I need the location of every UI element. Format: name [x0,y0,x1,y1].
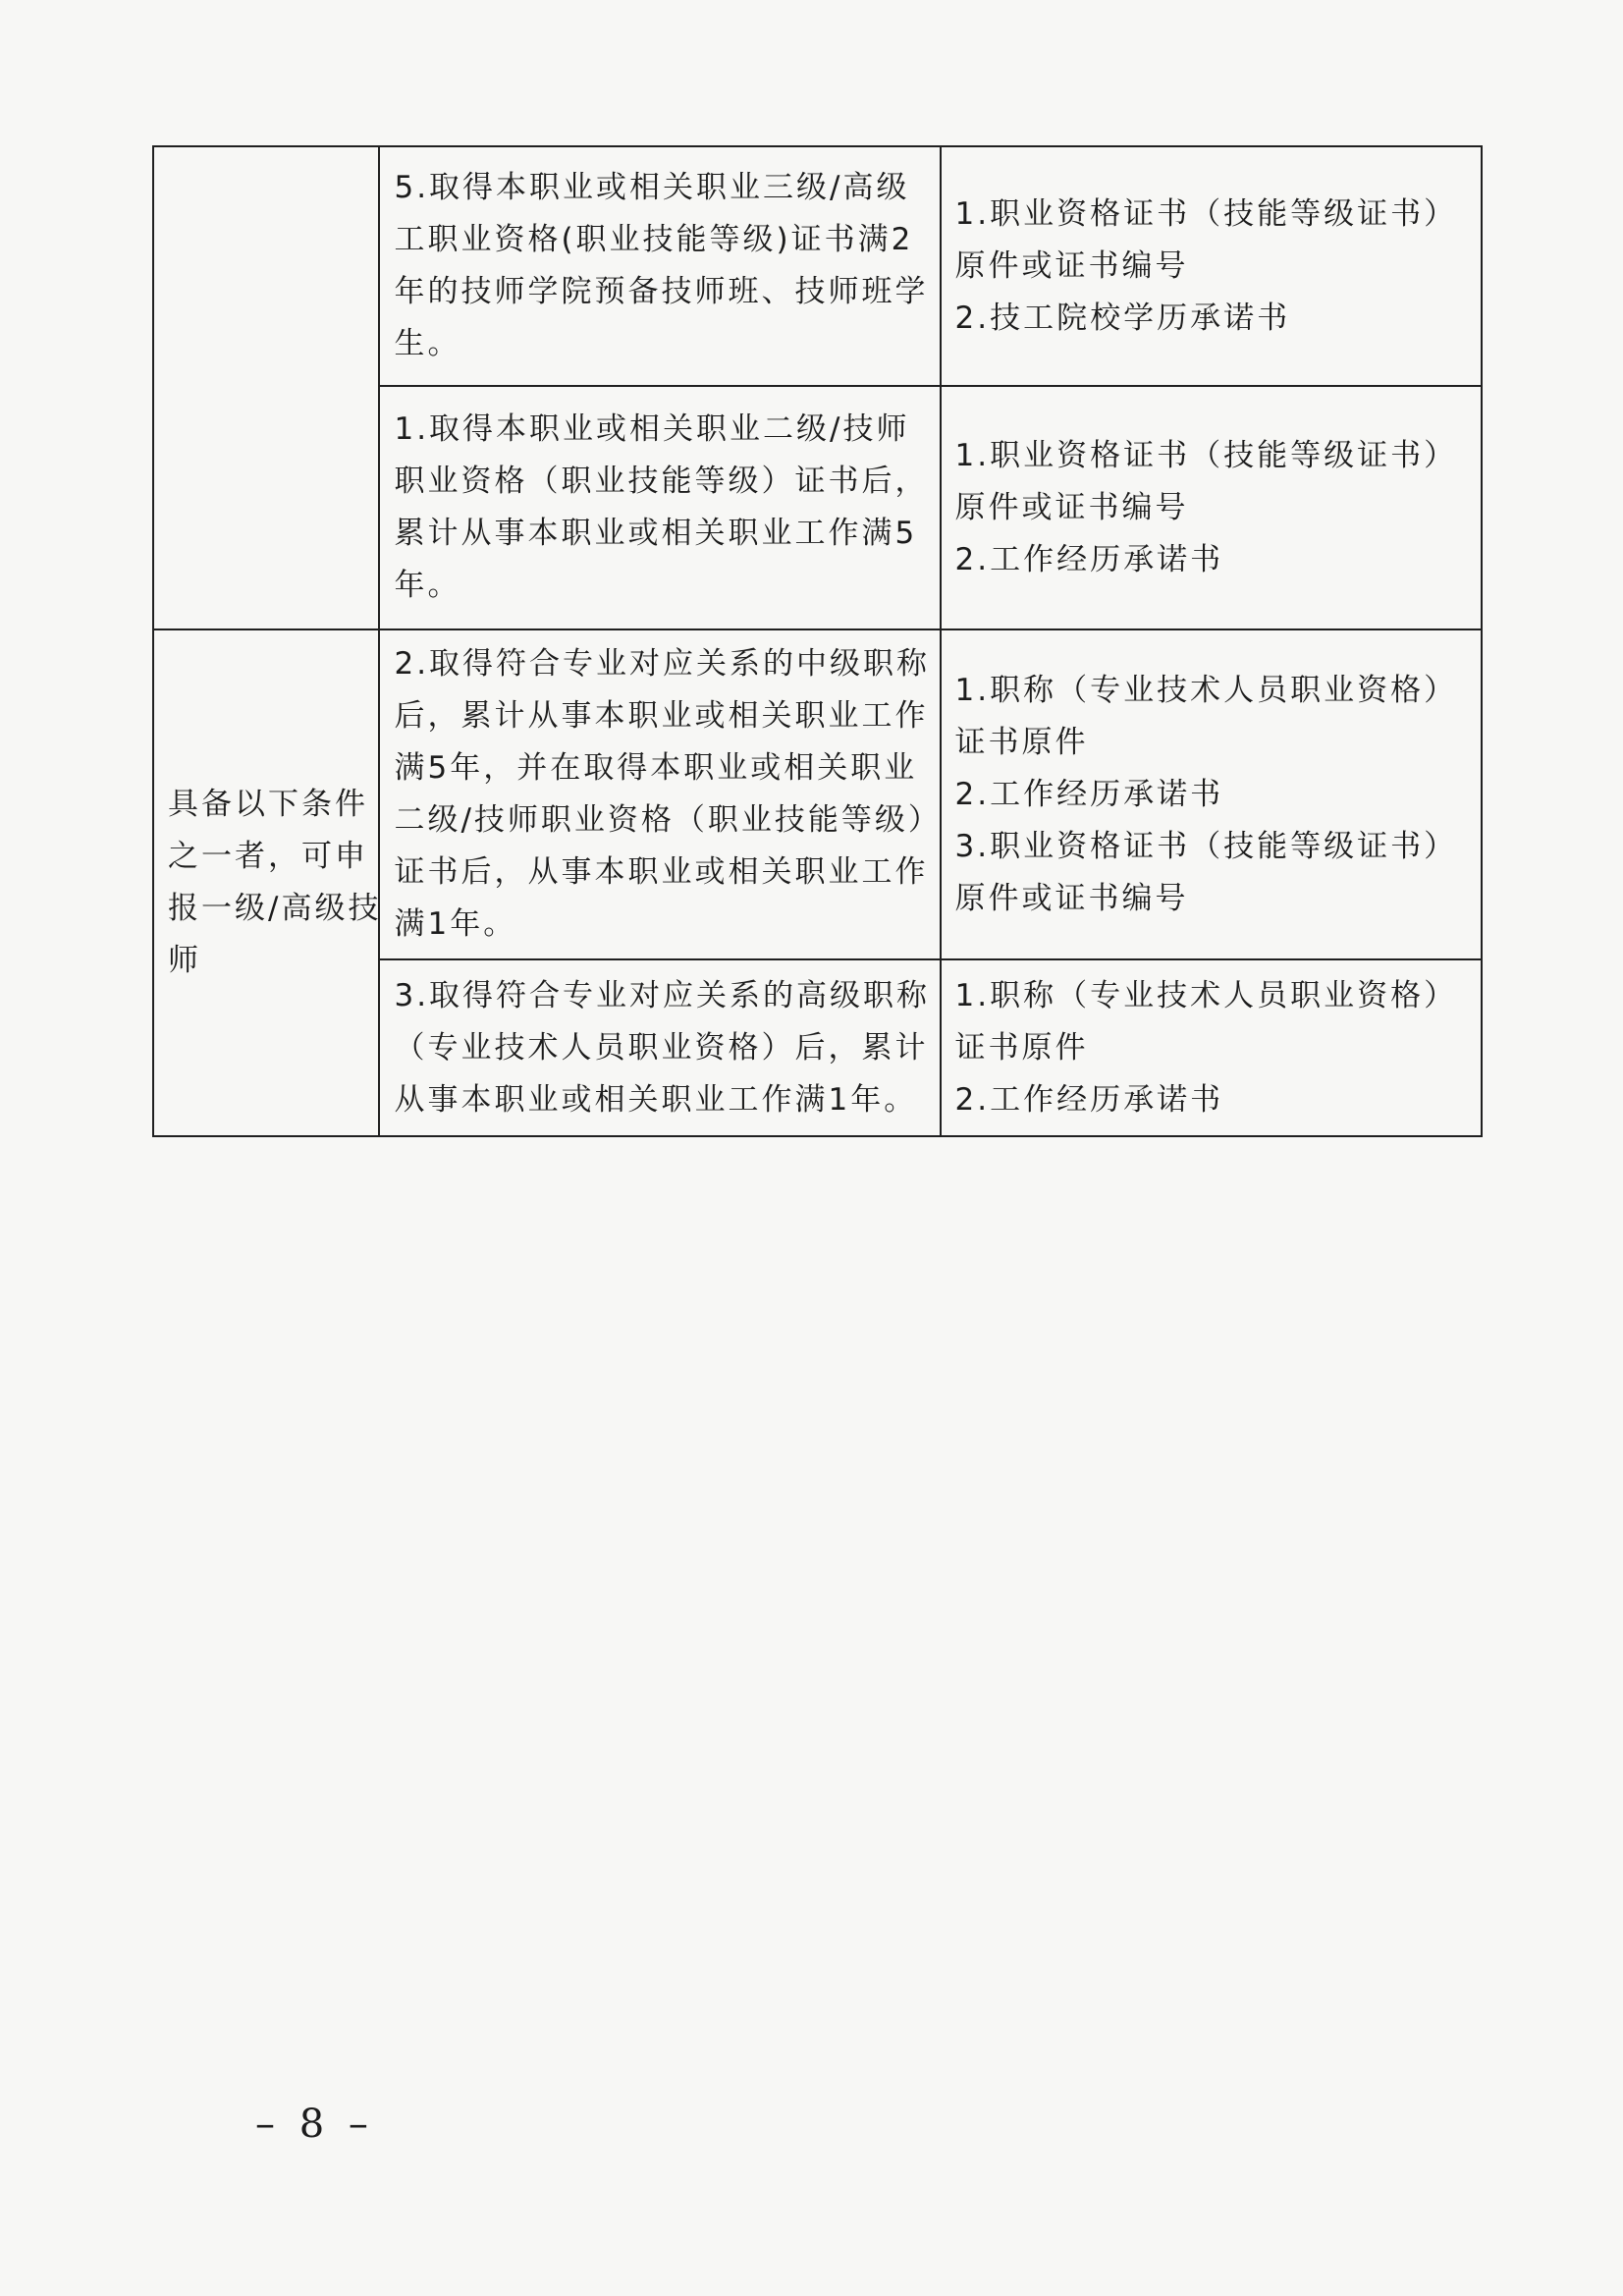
materials-cell [941,629,1483,959]
materials-line: 1.职业资格证书（技能等级证书） [954,195,1458,232]
table-row [153,629,1482,959]
requirement-line: 1.取得本职业或相关职业二级/技师 [394,411,910,447]
materials-line: 证书原件 [954,1029,1089,1066]
materials-line: 2.工作经历承诺书 [954,776,1224,812]
materials-line: 2.工作经历承诺书 [954,1081,1224,1118]
materials-line: 原件或证书编号 [954,489,1189,525]
requirement-line: 5.取得本职业或相关职业三级/高级 [394,170,910,205]
table-row [153,146,1482,386]
requirement-line: 3.取得符合专业对应关系的高级职称 [394,977,931,1013]
requirement-line: 生。 [394,326,461,361]
materials-line: 1.职称（专业技术人员职业资格） [954,977,1458,1013]
condition-line: 师 [168,943,201,978]
materials-line: 证书原件 [954,724,1089,760]
materials-line: 3.职业资格证书（技能等级证书） [954,828,1458,864]
condition-line: 报一级/高级技 [168,891,382,926]
requirement-cell [379,959,940,1136]
requirement-line: 工职业资格(职业技能等级)证书满2 [394,222,914,257]
requirements-table [152,145,1483,1137]
materials-cell [941,959,1483,1136]
requirement-line: 2.取得符合专业对应关系的中级职称 [394,646,931,682]
requirement-line: 年的技师学院预备技师班、技师班学 [394,274,929,309]
materials-line: 原件或证书编号 [954,880,1189,916]
materials-cell [941,386,1483,629]
condition-line: 之一者，可申 [168,839,368,874]
materials-line: 1.职称（专业技术人员职业资格） [954,672,1458,708]
requirement-line: 满5年，并在取得本职业或相关职业 [394,750,918,786]
requirement-line: 职业资格（职业技能等级）证书后， [394,464,929,499]
requirement-cell [379,386,940,629]
requirement-line: 累计从事本职业或相关职业工作满5 [394,516,918,551]
condition-cell-empty [153,146,379,629]
requirement-line: 二级/技师职业资格（职业技能等级） [394,802,942,838]
condition-cell [153,629,382,1136]
requirement-line: 从事本职业或相关职业工作满1年。 [394,1081,918,1118]
requirement-cell [379,146,940,386]
requirement-cell [379,629,940,959]
materials-line: 2.工作经历承诺书 [954,541,1224,577]
materials-cell [941,146,1483,386]
requirement-line: 年。 [394,568,461,603]
requirement-line: （专业技术人员职业资格）后，累计 [394,1029,929,1066]
requirement-line: 后，累计从事本职业或相关职业工作 [394,698,929,734]
materials-line: 原件或证书编号 [954,247,1189,284]
materials-line: 1.职业资格证书（技能等级证书） [954,437,1458,473]
materials-line: 2.技工院校学历承诺书 [954,300,1291,336]
requirement-line: 满1年。 [394,906,517,942]
requirement-line: 证书后，从事本职业或相关职业工作 [394,854,929,890]
condition-line: 具备以下条件 [168,787,368,822]
page-number: – 8 – [255,2102,374,2147]
